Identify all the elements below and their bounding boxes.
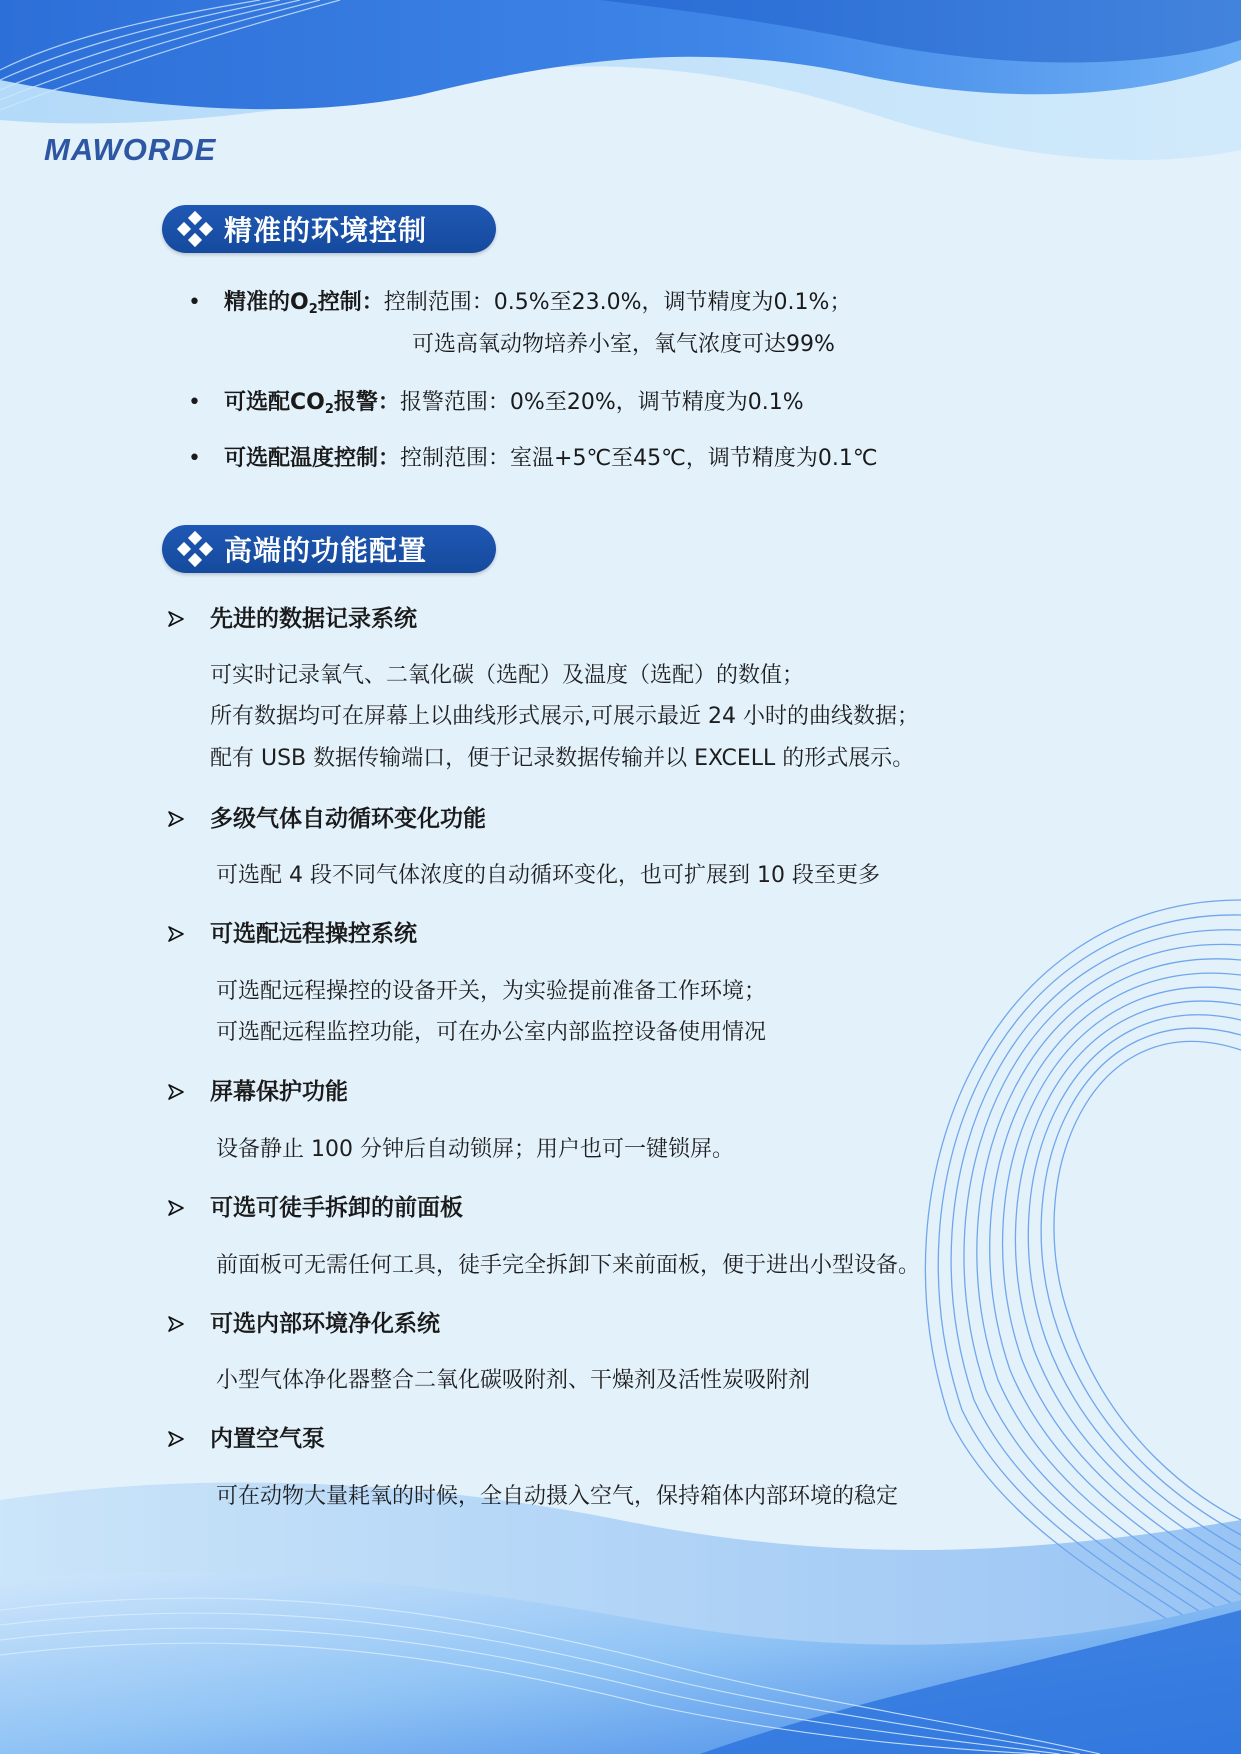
feature-line: 配有 USB 数据传输端口，便于记录数据传输并以 EXCELL 的形式展示。 xyxy=(210,746,915,771)
arrow-right-icon xyxy=(166,924,186,944)
section-header-features xyxy=(162,525,496,573)
feature-title-remote-control: 可选配远程操控系统 xyxy=(210,921,417,947)
section-title: 高端的功能配置 xyxy=(224,534,428,567)
feature-line: 可在动物大量耗氧的时候，全自动摄入空气，保持箱体内部环境的稳定 xyxy=(216,1484,899,1509)
feature-title-data-logging: 先进的数据记录系统 xyxy=(210,606,417,632)
diamond-cluster-icon xyxy=(176,210,214,248)
item-label: 精准的$O_2$控制： xyxy=(224,290,384,317)
arrow-right-icon xyxy=(166,609,186,629)
feature-title-front-panel: 可选可徒手拆卸的前面板 xyxy=(210,1195,463,1221)
feature-line: 可选配 4 段不同气体浓度的自动循环变化，也可扩展到 10 段至更多 xyxy=(216,863,880,888)
arrow-right-icon xyxy=(166,1314,186,1334)
bullet-dot: • xyxy=(188,446,201,471)
feature-title-air-pump: 内置空气泵 xyxy=(210,1426,325,1452)
arrow-right-icon xyxy=(166,1429,186,1449)
item-text: 报警范围：0%至20%，调节精度为0.1% xyxy=(399,390,804,415)
item-label: 可选配$CO_2$报警： xyxy=(224,390,400,417)
item-text: 控制范围：室温+5℃至45℃，调节精度为0.1℃ xyxy=(400,446,878,471)
bullet-dot: • xyxy=(188,390,201,415)
item-text: 控制范围：0.5%至23.0%，调节精度为0.1%； xyxy=(383,290,852,315)
feature-line: 设备静止 100 分钟后自动锁屏；用户也可一键锁屏。 xyxy=(216,1137,734,1162)
o2-control-item xyxy=(224,288,851,318)
section-header-environment xyxy=(162,205,496,253)
feature-line: 小型气体净化器整合二氧化碳吸附剂、干燥剂及活性炭吸附剂 xyxy=(216,1368,811,1393)
arrow-right-icon xyxy=(166,1082,186,1102)
item-label: 可选配温度控制： xyxy=(224,446,401,471)
diamond-cluster-icon xyxy=(176,530,214,568)
feature-line: 可选配远程监控功能，可在办公室内部监控设备使用情况 xyxy=(216,1020,767,1045)
feature-title-screen-saver: 屏幕保护功能 xyxy=(210,1079,348,1105)
co2-alarm-item xyxy=(224,388,804,418)
arrow-right-icon xyxy=(166,1198,186,1218)
temperature-control-item xyxy=(224,444,878,474)
feature-title-gas-cycle: 多级气体自动循环变化功能 xyxy=(210,806,486,832)
feature-line: 前面板可无需任何工具，徒手完全拆卸下来前面板，便于进出小型设备。 xyxy=(216,1253,921,1278)
bullet-dot: • xyxy=(188,290,201,315)
feature-title-purification: 可选内部环境净化系统 xyxy=(210,1311,440,1337)
feature-line: 可选配远程操控的设备开关，为实验提前准备工作环境； xyxy=(216,979,767,1004)
feature-line: 可实时记录氧气、二氧化碳（选配）及温度（选配）的数值； xyxy=(210,663,805,688)
brand-logo: MAWORDE xyxy=(44,132,217,167)
o2-control-item-line2: 可选高氧动物培养小室，氧气浓度可达99% xyxy=(412,332,835,357)
feature-line: 所有数据均可在屏幕上以曲线形式展示,可展示最近 24 小时的曲线数据； xyxy=(210,704,919,729)
section-title: 精准的环境控制 xyxy=(224,214,428,247)
arrow-right-icon xyxy=(166,809,186,829)
